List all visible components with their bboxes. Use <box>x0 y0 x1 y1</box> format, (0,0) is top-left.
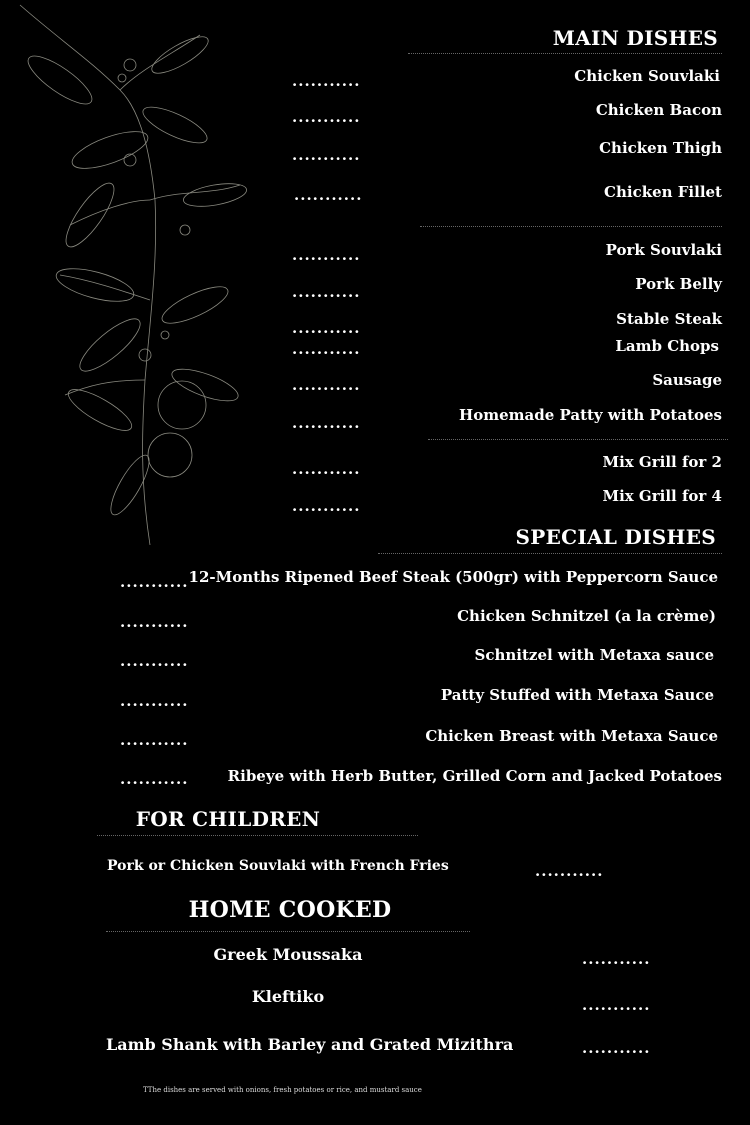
menu-item-name: Greek Moussaka <box>213 945 363 964</box>
menu-item-name: Lamb Chops <box>615 337 719 355</box>
price-placeholder: ........... <box>292 340 361 358</box>
footnote: TThe dishes are served with onions, fresh potatoes or rice, and mustard sauce <box>143 1086 422 1094</box>
price-placeholder: ........... <box>120 731 189 749</box>
price-placeholder: ........... <box>292 146 361 164</box>
menu-item-name: Chicken Fillet <box>604 183 722 201</box>
divider <box>378 553 722 554</box>
price-placeholder: ........... <box>120 652 189 670</box>
price-placeholder: ........... <box>292 376 361 394</box>
divider <box>420 226 722 227</box>
menu-item-name: Mix Grill for 4 <box>602 487 722 505</box>
price-placeholder: ........... <box>120 692 189 710</box>
divider <box>106 931 470 932</box>
price-placeholder: ........... <box>582 1039 651 1057</box>
menu-item-name: Patty Stuffed with Metaxa Sauce <box>440 686 714 704</box>
menu-item-name: Chicken Breast with Metaxa Sauce <box>425 727 718 745</box>
price-placeholder: ........... <box>292 283 361 301</box>
price-placeholder: ........... <box>120 573 189 591</box>
for-children-heading: FOR CHILDREN <box>135 807 321 831</box>
menu-item-name: Pork or Chicken Souvlaki with French Fries <box>107 858 449 874</box>
main-dishes-heading: MAIN DISHES <box>552 26 718 50</box>
menu-item-name: Schnitzel with Metaxa sauce <box>474 646 714 664</box>
divider <box>97 835 418 836</box>
price-placeholder: ........... <box>292 414 361 432</box>
menu-item-name: 12-Months Ripened Beef Steak (500gr) with Peppercorn Sauce <box>188 568 718 586</box>
menu-item-name: Chicken Thigh <box>599 139 722 157</box>
price-placeholder: ........... <box>292 72 361 90</box>
price-placeholder: ........... <box>535 862 604 880</box>
price-placeholder: ........... <box>582 950 651 968</box>
price-placeholder: ........... <box>292 460 361 478</box>
price-placeholder: ........... <box>582 996 651 1014</box>
menu-item-name: Homemade Patty with Potatoes <box>459 406 722 424</box>
price-placeholder: ........... <box>120 613 189 631</box>
menu-item-name: Mix Grill for 2 <box>602 453 722 471</box>
menu-item-name: Pork Belly <box>635 275 722 293</box>
home-cooked-heading: HOME COOKED <box>188 897 392 923</box>
menu-item-name: Chicken Schnitzel (a la crème) <box>457 607 716 625</box>
price-placeholder: ........... <box>292 108 361 126</box>
lemon-branch-illustration <box>0 0 270 560</box>
menu-item-name: Pork Souvlaki <box>605 241 722 259</box>
price-placeholder: ........... <box>292 319 361 337</box>
divider <box>428 439 728 440</box>
menu-item-name: Ribeye with Herb Butter, Grilled Corn and Jacked Potatoes <box>227 767 722 785</box>
special-dishes-heading: SPECIAL DISHES <box>515 525 716 549</box>
menu-item-name: Sausage <box>652 371 722 389</box>
menu-item-name: Chicken Bacon <box>595 101 722 119</box>
price-placeholder: ........... <box>292 246 361 264</box>
price-placeholder: ........... <box>294 186 363 204</box>
menu-item-name: Stable Steak <box>616 310 722 328</box>
price-placeholder: ........... <box>120 770 189 788</box>
menu-item-name: Chicken Souvlaki <box>574 67 720 85</box>
menu-item-name: Kleftiko <box>251 987 325 1006</box>
divider <box>408 53 722 54</box>
price-placeholder: ........... <box>292 497 361 515</box>
menu-item-name: Lamb Shank with Barley and Grated Mizithra <box>106 1035 514 1054</box>
